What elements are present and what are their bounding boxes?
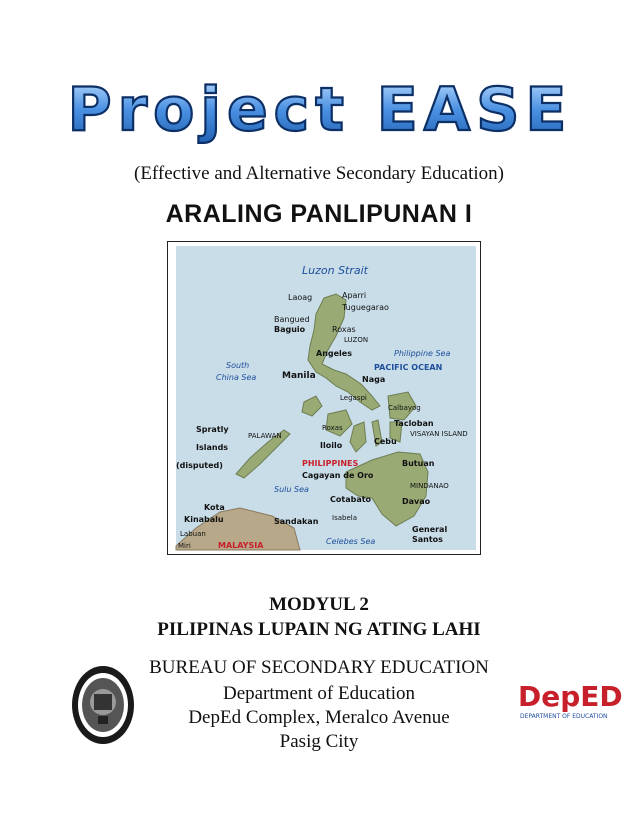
map-label-islands: Islands: [196, 443, 229, 452]
map-label-cebu: Cebu: [374, 437, 397, 446]
map-label-manila: Manila: [282, 371, 316, 381]
map-label-angeles: Angeles: [316, 349, 352, 358]
map-label-iloilo: Iloilo: [320, 441, 343, 450]
map-label-isabela: Isabela: [332, 514, 357, 522]
map-label-philippines: PHILIPPINES: [302, 459, 359, 468]
map-label-cotabato: Cotabato: [330, 495, 372, 504]
map-label-bangued: Bangued: [274, 315, 310, 324]
map-label-legaspi: Legaspi: [340, 394, 367, 402]
map-label-santos: Santos: [412, 535, 443, 544]
map-label-labuan: Labuan: [180, 530, 206, 538]
svg-text:DEPARTMENT OF EDUCATION: DEPARTMENT OF EDUCATION: [520, 713, 608, 720]
map-label-visayan-island: VISAYAN ISLAND: [410, 430, 468, 438]
map-label-south: South: [226, 361, 250, 370]
map-label-laoag: Laoag: [288, 293, 313, 302]
bureau-seal-logo: [70, 664, 136, 746]
bureau-name: BUREAU OF SECONDARY EDUCATION: [149, 657, 489, 678]
map-label-general: General: [412, 525, 448, 534]
department-name: Department of Education: [222, 683, 416, 704]
map-label-roxas-visayas: Roxas: [322, 424, 343, 432]
map-label-china-sea: China Sea: [216, 373, 257, 382]
map-label-tacloban: Tacloban: [394, 419, 434, 428]
map-label-pacific-ocean: PACIFIC OCEAN: [374, 363, 443, 372]
subject-title: ARALING PANLIPUNAN I: [165, 200, 473, 228]
map-label-spratly: Spratly: [196, 425, 229, 434]
map-label-davao: Davao: [402, 497, 431, 506]
map-label-kota: Kota: [204, 503, 225, 512]
map-label-philippine-sea: Philippine Sea: [394, 349, 451, 358]
project-subtitle: (Effective and Alternative Secondary Education): [134, 163, 504, 184]
map-label-naga: Naga: [362, 375, 386, 384]
map-label-sulu-sea: Sulu Sea: [274, 485, 309, 494]
map-label-celebes-sea: Celebes Sea: [326, 537, 376, 546]
map-label-roxas-north: Roxas: [332, 325, 356, 334]
map-label-palawan: PALAWAN: [248, 432, 282, 440]
map-label-luzon-strait: Luzon Strait: [302, 264, 368, 277]
map-label-calbayog: Calbayog: [388, 404, 421, 412]
svg-text:DepED: DepED: [518, 680, 623, 713]
deped-logo: [516, 676, 623, 724]
map-label-mindanao: MINDANAO: [410, 482, 449, 490]
address-line: DepEd Complex, Meralco Avenue: [188, 707, 450, 728]
map-label-tuguegarao: Tuguegarao: [342, 303, 389, 312]
module-title: PILIPINAS LUPAIN NG ATING LAHI: [157, 619, 481, 640]
module-number: MODYUL 2: [269, 594, 369, 615]
map-label-butuan: Butuan: [402, 459, 435, 468]
philippines-map: [176, 246, 476, 550]
map-label-baguio: Baguio: [274, 325, 306, 334]
map-label-malaysia: MALAYSIA: [218, 541, 264, 550]
map-label-kinabalu: Kinabalu: [184, 515, 224, 524]
map-label-aparri: Aparri: [342, 291, 367, 300]
city-line: Pasig City: [279, 731, 359, 752]
svg-text:Project EASE: Project EASE: [67, 75, 573, 145]
map-label-disputed: (disputed): [176, 461, 223, 470]
map-label-cagayan-de-oro: Cagayan de Oro: [302, 471, 374, 480]
map-label-sandakan: Sandakan: [274, 517, 319, 526]
map-label-miri: Miri: [178, 542, 191, 550]
project-title: [67, 62, 573, 145]
map-label-luzon: LUZON: [344, 336, 369, 344]
